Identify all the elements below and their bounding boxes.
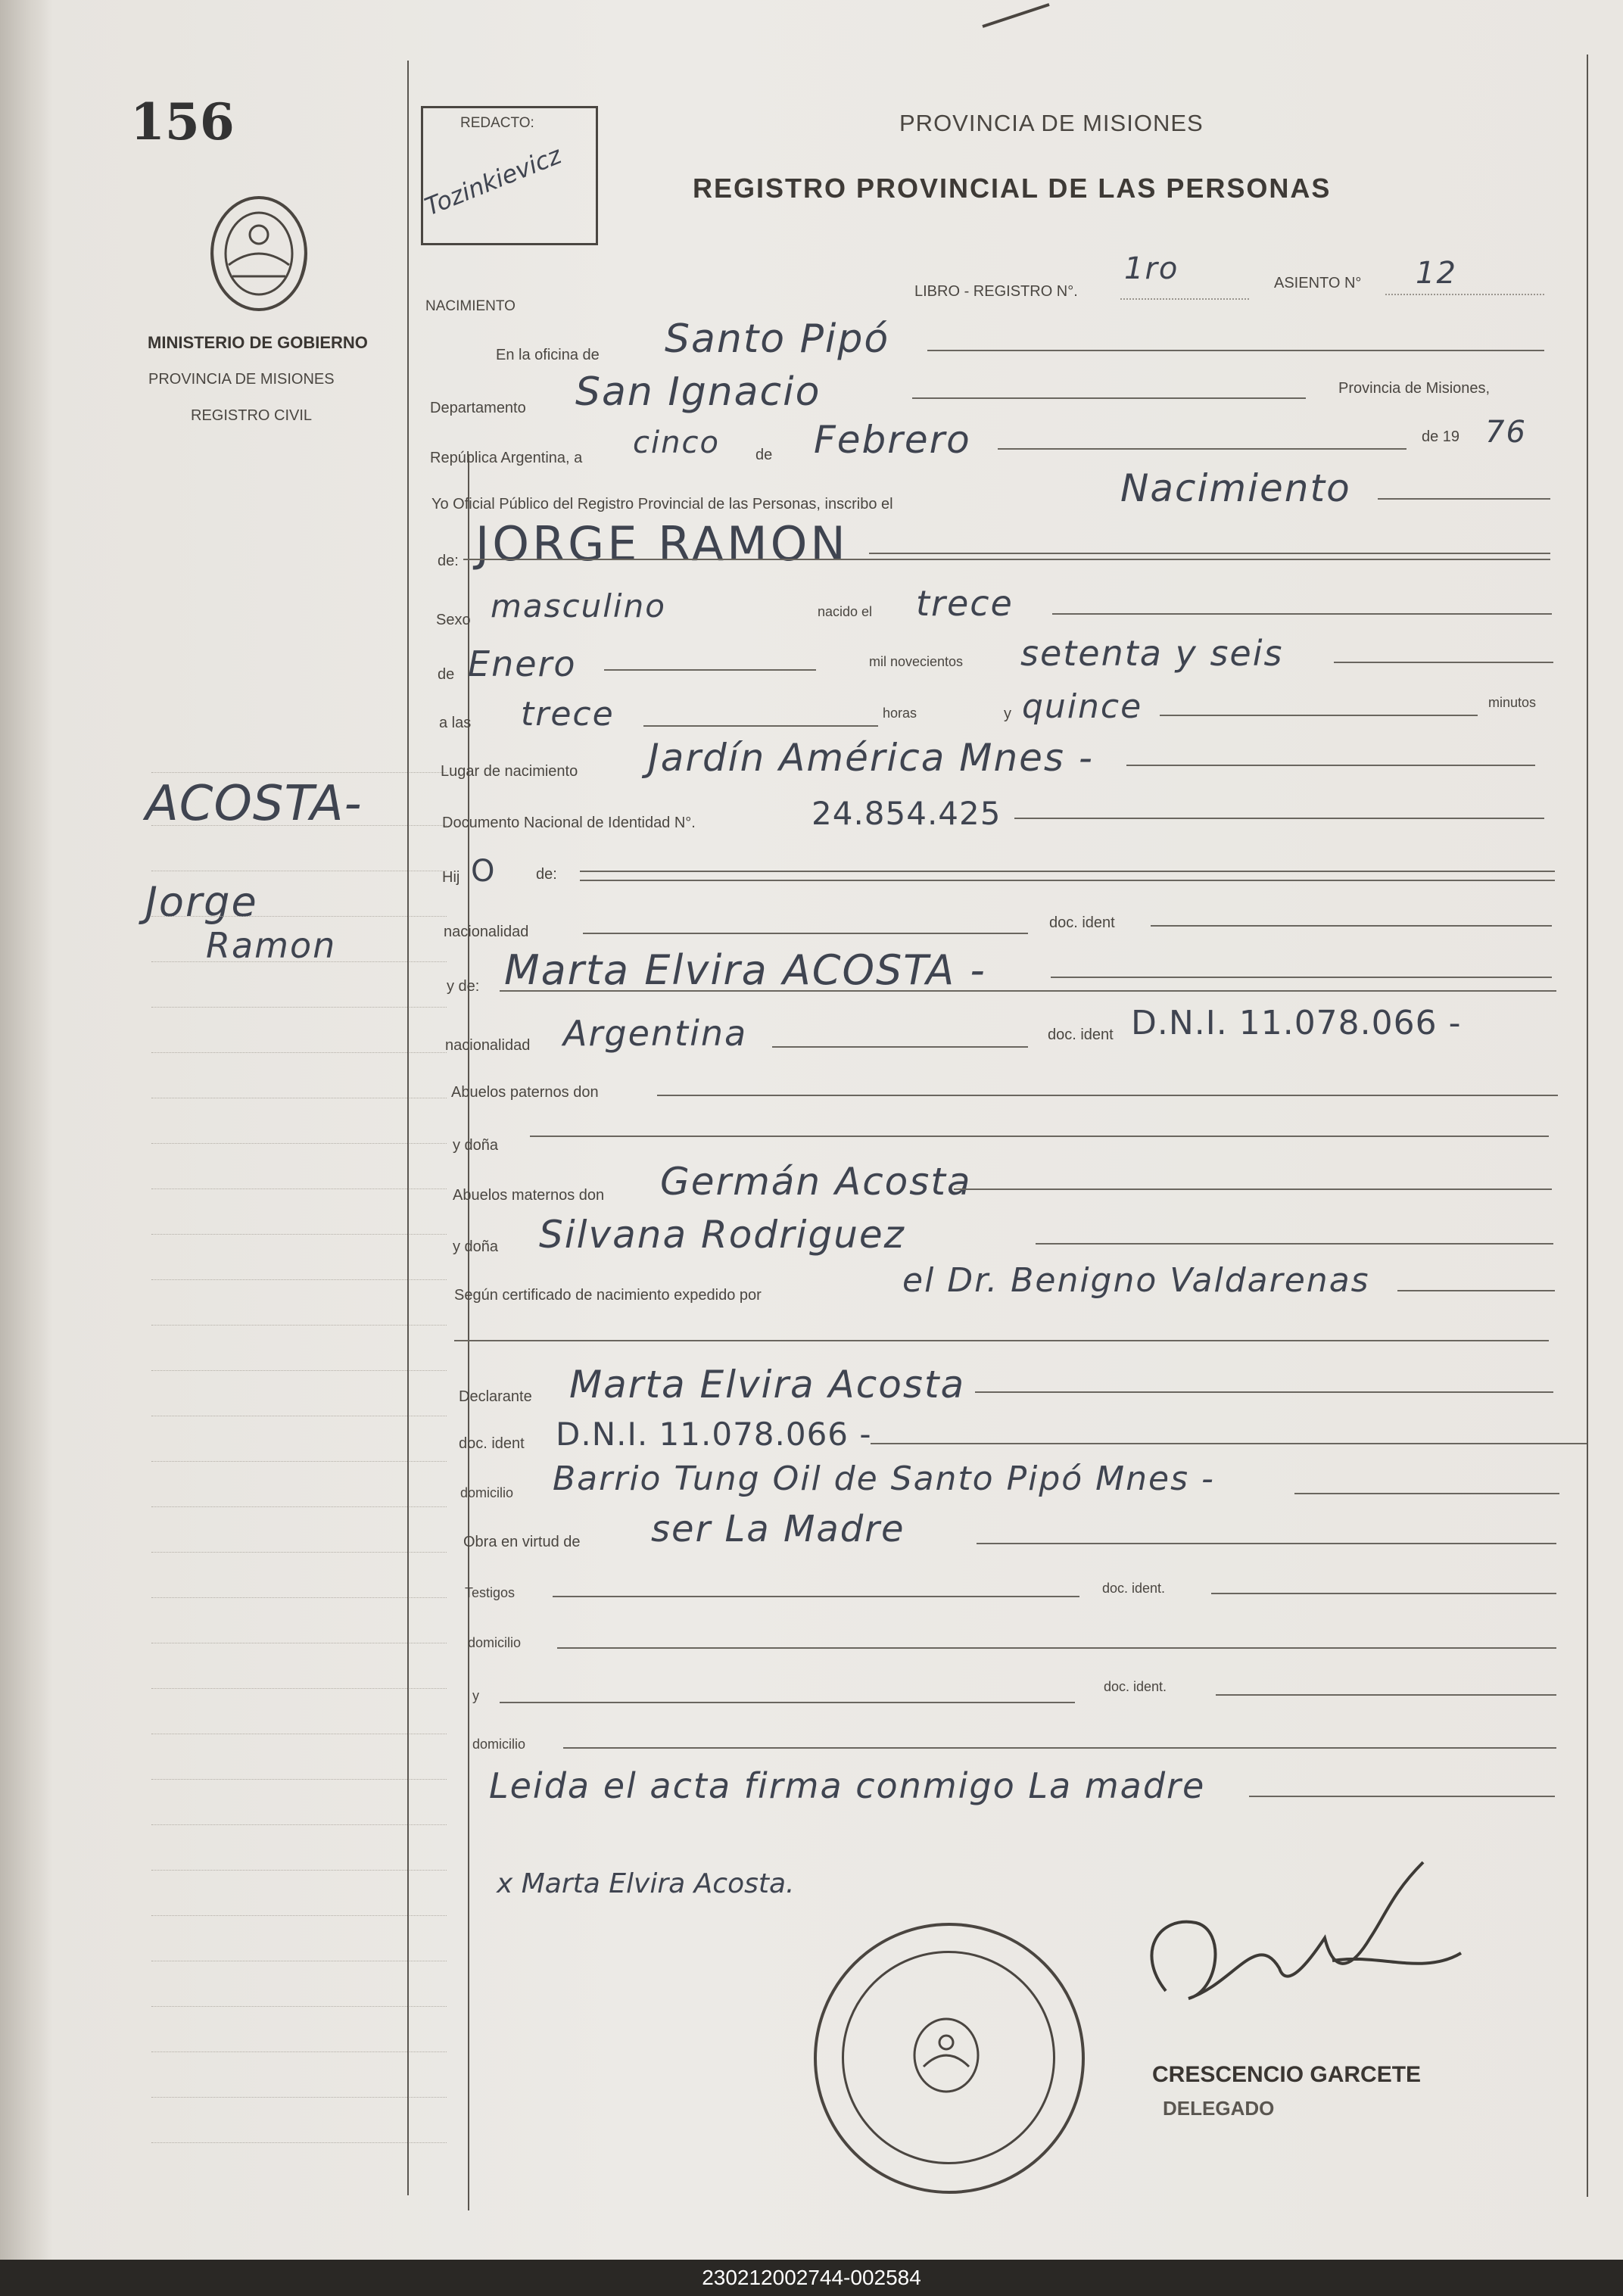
stub-given-name-1: Jorge [145,878,258,926]
document-id-footer: 230212002744-002584 [0,2260,1623,2296]
nombre-label: de: [438,553,459,569]
ministry-province: PROVINCIA DE MISIONES [148,371,335,388]
hijo-de-label: de: [536,866,557,883]
hijo-suffix: O [471,854,497,889]
oficina-label: En la oficina de [496,347,600,363]
redacto-value: Tozinkievicz [420,140,565,222]
declarante-value: Marta Elvira Acosta [569,1363,966,1407]
oficina-value: Santo Pipó [665,316,890,362]
domicilio-label: domicilio [460,1485,514,1500]
domicilio-value: Barrio Tung Oil de Santo Pipó Mnes - [553,1460,1215,1498]
official-signature-icon [1105,1847,1499,2044]
sexo-value: masculino [491,587,666,625]
obra-value: ser La Madre [651,1508,905,1550]
nac-de-label: de [438,666,455,683]
libro-label: LIBRO - REGISTRO N°. [914,283,1078,300]
section-label: NACIMIENTO [425,298,516,314]
ministry-office: REGISTRO CIVIL [191,407,313,424]
stub-given-name-2: Ramon [206,925,337,966]
nac-mes-value: Enero [468,643,577,684]
oficial-value: Nacimiento [1120,466,1351,510]
dni-value: 24.854.425 [812,795,1002,832]
ministry-seal-icon [198,182,319,318]
testigo-doc1-label: doc. ident. [1102,1581,1166,1596]
y-label: y [1004,706,1011,722]
dni-label: Documento Nacional de Identidad N°. [442,815,696,831]
libro-value: 1ro [1124,251,1179,286]
closing-text: Leida el acta firma conmigo La madre [489,1765,1206,1806]
header-title: REGISTRO PROVINCIAL DE LAS PERSONAS [693,173,1332,204]
sexo-label: Sexo [436,612,471,628]
form-left-border [407,61,409,2195]
abuelos-paternos-label: Abuelos paternos don [451,1084,599,1101]
mother-signature: x Marta Elvira Acosta. [497,1868,795,1899]
pencil-mark-icon [981,0,1072,45]
testigo-domicilio2-label: domicilio [472,1737,526,1752]
stub-surname: ACOSTA- [145,776,363,832]
certificado-value: el Dr. Benigno Valdarenas [902,1261,1370,1300]
nacido-label: nacido el [818,604,873,619]
official-name: CRESCENCIO GARCETE [1152,2062,1422,2087]
nacido-value: trece [916,583,1014,624]
seal-emblem-icon [902,2014,990,2097]
nombre-value: JORGE RAMON [475,516,849,572]
alas-value: trece [521,695,615,734]
decl-doc-label: doc. ident [459,1435,525,1452]
mes-value: Febrero [814,418,971,462]
lugar-value: Jardín América Mnes - [648,736,1094,780]
departamento-value: San Ignacio [575,369,821,415]
declarante-label: Declarante [459,1388,532,1405]
testigo-doc2-label: doc. ident. [1104,1679,1167,1694]
header-province: PROVINCIA DE MISIONES [899,110,1204,136]
testigos-label: Testigos [465,1585,516,1600]
ministry-name: MINISTERIO DE GOBIERNO [148,333,368,352]
abuela-materna-value: Silvana Rodriguez [539,1213,905,1257]
form-right-border [1587,55,1588,2197]
doc2-label: doc. ident [1048,1027,1114,1043]
certificado-label: Según certificado de nacimiento expedido por [454,1287,762,1304]
minutos-label: minutos [1488,695,1537,710]
alas-label: a las [439,715,472,731]
hijo-label: Hij [442,869,460,886]
republica-label: República Argentina, a [430,450,583,466]
asiento-value: 12 [1416,256,1457,291]
testigo-domicilio1-label: domicilio [468,1635,522,1650]
obra-label: Obra en virtud de [463,1534,581,1550]
de-label: de [755,447,773,463]
anio-label: de 19 [1422,428,1460,445]
docid-label: doc. ident [1049,914,1115,931]
oficial-label: Yo Oficial Público del Registro Provincial de las Personas, inscribo el [431,496,893,512]
mil-value: setenta y seis [1020,633,1284,674]
book-spine-shadow [0,0,53,2260]
anio-value: 76 [1485,415,1527,450]
y2-label: y [472,1688,479,1703]
redacto-label: REDACTO: [460,115,534,131]
lugar-label: Lugar de nacimiento [441,763,578,780]
mil-label: mil novecientos [869,654,964,669]
minutos-value: quince [1022,687,1143,726]
ydona1-label: y doña [453,1137,499,1154]
abuelos-maternos-label: Abuelos maternos don [453,1187,605,1204]
asiento-label: ASIENTO N° [1274,275,1362,291]
official-title: DELEGADO [1163,2097,1275,2120]
page-number: 156 [130,92,235,151]
horas-label: horas [883,706,917,721]
doc2-value: D.N.I. 11.078.066 - [1131,1004,1462,1042]
dia-value: cinco [633,425,720,460]
yde-label: y de: [447,978,480,995]
departamento-label: Departamento [430,400,526,416]
nac2-label: nacionalidad [445,1037,531,1054]
madre-value: Marta Elvira ACOSTA - [504,946,986,994]
nac1-label: nacionalidad [444,924,529,940]
nac2-value: Argentina [563,1013,748,1054]
decl-doc-value: D.N.I. 11.078.066 - [556,1416,872,1453]
ydona2-label: y doña [453,1238,499,1255]
provincia-label: Provincia de Misiones, [1338,380,1491,397]
abuelo-materno-value: Germán Acosta [660,1160,972,1204]
